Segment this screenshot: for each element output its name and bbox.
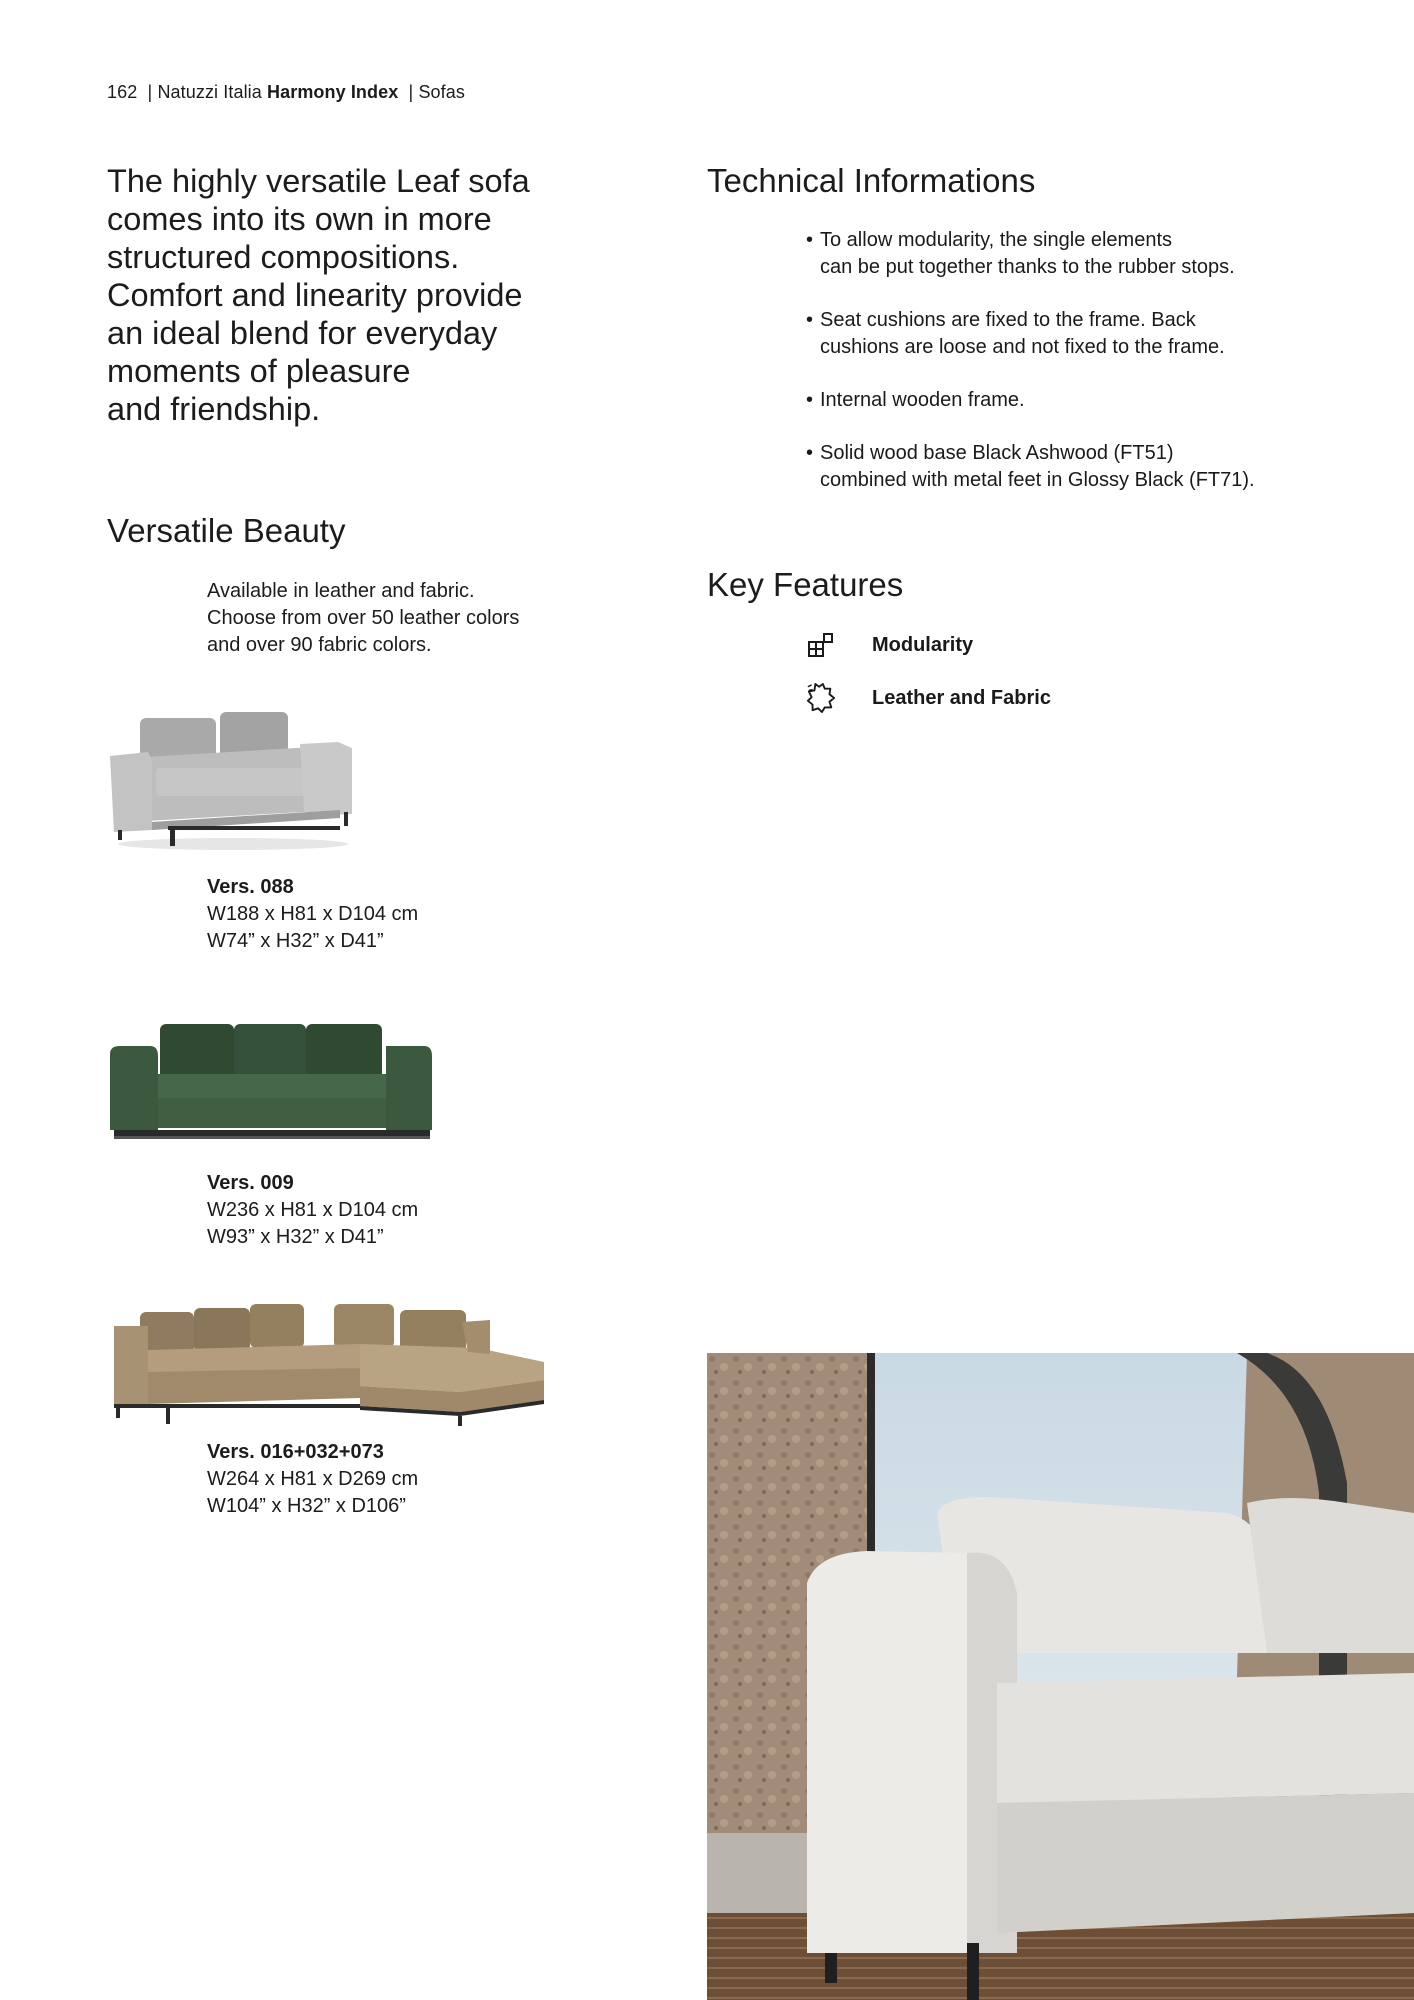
- brand-name: Natuzzi Italia: [157, 82, 262, 102]
- version-088: [207, 874, 418, 955]
- technical-item: [806, 440, 1326, 494]
- version-name: Vers. 009: [207, 1172, 294, 1194]
- intro-line: structured compositions.: [107, 239, 460, 275]
- intro-line: The highly versatile Leaf sofa: [107, 163, 530, 199]
- technical-item: [806, 307, 1326, 361]
- lifestyle-photo-illustration: [707, 1353, 1414, 2000]
- technical-line: Internal wooden frame.: [820, 389, 1025, 411]
- bullet: •: [806, 309, 814, 331]
- version-name: Vers. 016+032+073: [207, 1441, 384, 1463]
- page-number: 162: [107, 82, 138, 102]
- version-dimensions-imperial: W74” x H32” x D41”: [207, 930, 384, 952]
- sofa-image-016-032-073: [108, 1296, 546, 1432]
- technical-line: can be put together thanks to the rubber stops.: [820, 256, 1235, 278]
- versatile-description: [207, 578, 519, 659]
- intro-line: and friendship.: [107, 391, 321, 427]
- versatile-line: Available in leather and fabric.: [207, 580, 475, 602]
- version-009: [207, 1170, 418, 1251]
- feature-label: Leather and Fabric: [872, 686, 1051, 709]
- technical-line: combined with metal feet in Glossy Black (FT71).: [820, 469, 1255, 491]
- leather-hide-icon: [806, 681, 836, 715]
- intro-line: Comfort and linearity provide: [107, 277, 523, 313]
- technical-item: [806, 227, 1326, 281]
- version-dimensions-imperial: W93” x H32” x D41”: [207, 1226, 384, 1248]
- technical-line: cushions are loose and not fixed to the frame.: [820, 336, 1225, 358]
- header-separator: |: [403, 82, 419, 102]
- modularity-icon: [806, 628, 836, 662]
- technical-list: [806, 227, 1326, 520]
- collection-name: Harmony Index: [267, 82, 399, 102]
- bullet: •: [806, 229, 814, 251]
- technical-item: [806, 387, 1326, 414]
- lifestyle-photo: [707, 1353, 1414, 2000]
- feature-label: Modularity: [872, 633, 974, 656]
- technical-line: Solid wood base Black Ashwood (FT51): [820, 442, 1174, 464]
- version-dimensions-metric: W188 x H81 x D104 cm: [207, 903, 419, 925]
- bullet: •: [806, 442, 814, 464]
- intro-line: moments of pleasure: [107, 353, 411, 389]
- intro-line: an ideal blend for everyday: [107, 315, 498, 351]
- section-name: Sofas: [418, 82, 465, 102]
- versatile-line: and over 90 fabric colors.: [207, 634, 432, 656]
- technical-line: To allow modularity, the single elements: [820, 229, 1173, 251]
- versatile-line: Choose from over 50 leather colors: [207, 607, 520, 629]
- sofa-image-088: [108, 706, 358, 854]
- intro-paragraph: [107, 162, 627, 428]
- features-heading: Key Features: [707, 566, 904, 603]
- header-separator: |: [142, 82, 158, 102]
- version-016-032-073: [207, 1439, 418, 1520]
- feature-modularity: [806, 628, 973, 662]
- intro-line: comes into its own in more: [107, 201, 492, 237]
- technical-line: Seat cushions are fixed to the frame. Back: [820, 309, 1196, 331]
- page-header: [107, 82, 465, 103]
- sofa-image-009: [110, 1018, 434, 1148]
- version-dimensions-imperial: W104” x H32” x D106”: [207, 1495, 406, 1517]
- versatile-heading: Versatile Beauty: [107, 512, 346, 549]
- version-dimensions-metric: W236 x H81 x D104 cm: [207, 1199, 419, 1221]
- version-name: Vers. 088: [207, 876, 294, 898]
- feature-leather-fabric: [806, 681, 1051, 715]
- technical-heading: Technical Informations: [707, 162, 1036, 199]
- bullet: •: [806, 389, 814, 411]
- version-dimensions-metric: W264 x H81 x D269 cm: [207, 1468, 419, 1490]
